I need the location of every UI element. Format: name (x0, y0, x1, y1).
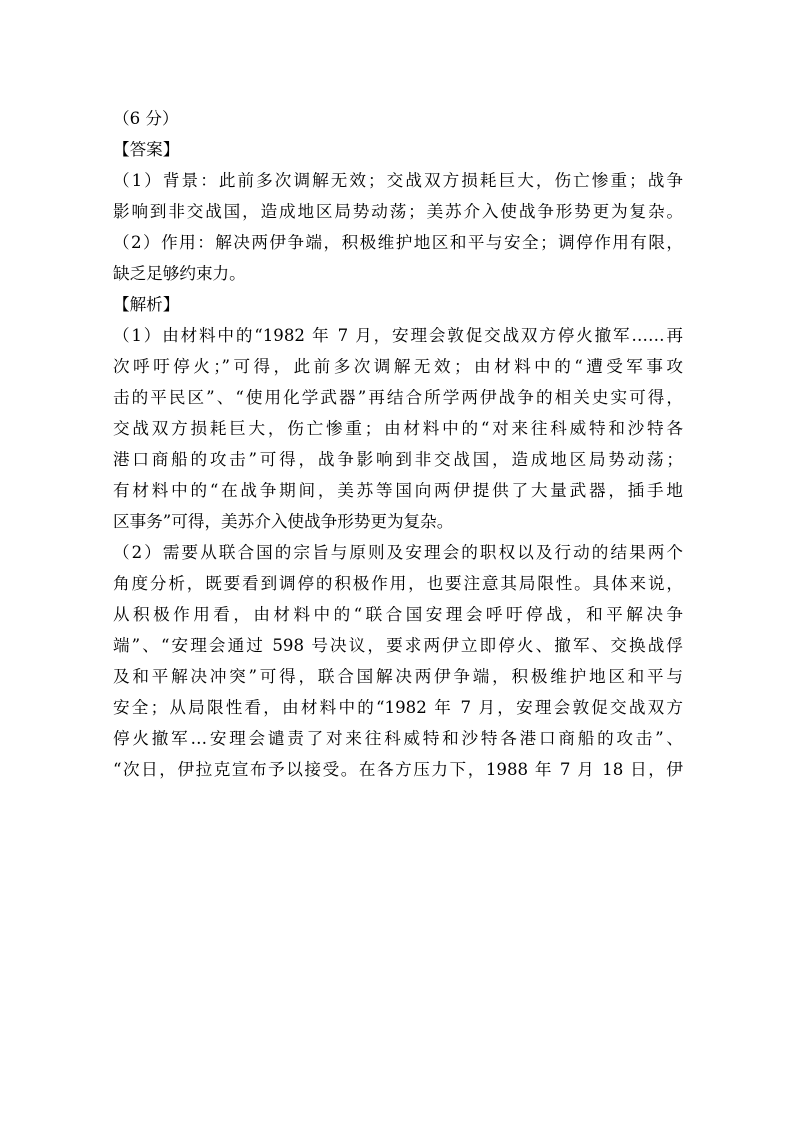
analysis-line-12: 及和平解决冲突”可得，联合国解决两伊争端，积极维护地区和平与 (113, 667, 683, 686)
analysis-line-8: （2）需要从联合国的宗旨与原则及安理会的职权以及行动的结果两个 (113, 543, 683, 562)
analysis-line-9: 角度分析，既要看到调停的积极作用，也要注意其局限性。具体来说， (113, 574, 683, 593)
analysis-line-10: 从积极作用看，由材料中的“联合国安理会呼吁停战，和平解决争 (113, 605, 683, 624)
answer-heading: 【答案】 (113, 140, 180, 159)
analysis-line-13: 安全；从局限性看，由材料中的“1982 年 7 月，安理会敦促交战双方 (113, 698, 683, 717)
analysis-line-11: 端”、“安理会通过 598 号决议，要求两伊立即停火、撤军、交换战俘 (113, 636, 683, 655)
answer-line-3: （2）作用：解决两伊争端，积极维护地区和平与安全；调停作用有限， (113, 233, 683, 252)
analysis-line-1: （1）由材料中的“1982 年 7 月，安理会敦促交战双方停火撤军……再 (113, 326, 683, 345)
answer-line-2: 影响到非交战国，造成地区局势动荡；美苏介入使战争形势更为复杂。 (113, 202, 683, 221)
analysis-line-4: 交战双方损耗巨大，伤亡惨重；由材料中的“对来往科威特和沙特各 (113, 419, 683, 438)
analysis-heading: 【解析】 (113, 295, 180, 314)
analysis-line-14: 停火撤军…安理会谴责了对来往科威特和沙特各港口商船的攻击”、 (113, 729, 683, 748)
analysis-line-2: 次呼吁停火；”可得，此前多次调解无效；由材料中的“遭受军事攻 (113, 357, 683, 376)
analysis-line-6: 有材料中的“在战争期间，美苏等国向两伊提供了大量武器，插手地 (113, 481, 683, 500)
analysis-line-5: 港口商船的攻击”可得，战争影响到非交战国，造成地区局势动荡； (113, 450, 683, 469)
answer-line-1: （1）背景：此前多次调解无效；交战双方损耗巨大，伤亡惨重；战争 (113, 171, 683, 190)
document-body (113, 103, 683, 785)
analysis-line-15: “次日，伊拉克宣布予以接受。在各方压力下，1988 年 7 月 18 日，伊 (113, 760, 683, 779)
score-note: （6 分） (113, 109, 179, 128)
analysis-line-7: 区事务”可得，美苏介入使战争形势更为复杂。 (113, 512, 454, 531)
analysis-line-3: 击的平民区”、“使用化学武器”再结合所学两伊战争的相关史实可得， (113, 388, 683, 407)
answer-line-4: 缺乏足够约束力。 (113, 264, 246, 283)
